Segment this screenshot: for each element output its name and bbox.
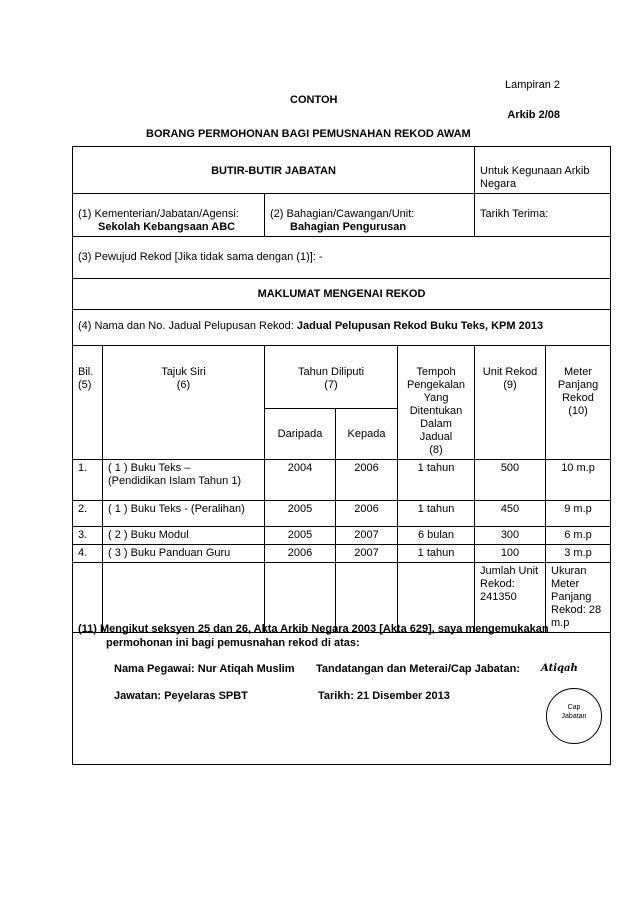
kementerian-value: Sekolah Kebangsaan ABC [98,221,236,233]
col-bil-label: Bil. [78,366,94,378]
table-row [73,460,611,501]
col-meter-label: Meter Panjang Rekod [557,366,599,404]
row-bil: 4. [73,545,103,563]
tarikh: Tarikh: 21 Disember 2013 [318,690,450,702]
row-unit: 500 [475,460,546,501]
jadual-pelupusan [73,310,611,346]
row-unit: 100 [475,545,546,563]
row-daripada: 2005 [265,501,336,527]
col-tahun-label: Tahun Diliputi [297,366,365,378]
declaration-line1: (11) Mengikut seksyen 25 dan 26, Akta Arkib Negara 2003 [Akta 629], saya mengemukakan [78,623,549,635]
row-daripada: 2005 [265,527,336,545]
col-tahun [265,346,398,409]
row-unit: 300 [475,527,546,545]
row-tempoh: 6 bulan [398,527,475,545]
signature: Atiqah [541,663,578,674]
row-bil: 2. [73,501,103,527]
col-meter-no: (10) [568,405,588,417]
row-tajuk-line1: ( 1 ) Buku Teks – [108,462,191,474]
kementerian-cell [73,194,265,237]
row-unit: 450 [475,501,546,527]
col-tajuk-no: (6) [176,379,191,391]
totals-empty-tempoh [398,563,475,633]
row-kepada: 2007 [336,527,398,545]
nama-pegawai: Nama Pegawai: Nur Atiqah Muslim [114,663,295,675]
col-unit-no: (9) [503,379,517,391]
col-meter [546,346,611,460]
bahagian-value: Bahagian Pengurusan [290,221,407,233]
bahagian-cell [265,194,475,237]
row-daripada: 2006 [265,545,336,563]
cap-jabatan-seal [546,688,602,744]
contoh-label: CONTOH [290,94,338,106]
col-tajuk-label: Tajuk Siri [161,366,206,378]
row-meter: 9 m.p [546,501,611,527]
declaration-line2: permohonan ini bagi pemusnahan rekod di atas: [106,637,360,649]
row-kepada: 2007 [336,545,398,563]
row-daripada: 2004 [265,460,336,501]
lampiran-label: Lampiran 2 [504,79,560,91]
col-daripada: Daripada [265,409,336,460]
table-row [73,501,611,527]
totals-empty-daripada [265,563,336,633]
col-tempoh-no: (8) [429,444,443,456]
jadual-label: (4) Nama dan No. Jadual Pelupusan Rekod: [78,320,294,332]
row-tajuk: ( 1 ) Buku Teks - (Peralihan) [103,501,265,527]
row-kepada: 2006 [336,501,398,527]
col-tajuk [103,346,265,460]
row-meter: 10 m.p [546,460,611,501]
totals-empty-tajuk [103,563,265,633]
jawatan: Jawatan: Peyelaras SPBT [114,690,248,702]
form-title: BORANG PERMOHONAN BAGI PEMUSNAHAN REKOD AWAM [146,128,471,140]
col-tempoh-label: Tempoh Pengekalan Yang Ditentukan Dalam Jadual [406,366,466,443]
col-tempoh [398,346,475,460]
kegunaan-arkib: Untuk Kegunaan Arkib Negara [475,147,611,194]
totals-empty-bil [73,563,103,633]
col-unit-label: Unit Rekod [482,366,538,378]
jadual-value: Jadual Pelupusan Rekod Buku Teks, KPM 2013 [296,320,544,332]
tarikh-terima: Tarikh Terima: [475,194,611,237]
col-unit [475,346,546,460]
ukuran-meter-panjang: Ukuran Meter Panjang Rekod: 28 m.p [546,563,611,633]
row-tajuk: ( 3 ) Buku Panduan Guru [103,545,265,563]
row-tajuk [103,460,265,501]
row-kepada: 2006 [336,460,398,501]
butir-heading: BUTIR-BUTIR JABATAN [73,147,475,194]
totals-empty-kepada [336,563,398,633]
bahagian-label: (2) Bahagian/Cawangan/Unit: [270,208,415,220]
col-tahun-no: (7) [324,379,338,391]
row-bil: 3. [73,527,103,545]
arkib-label: Arkib 2/08 [507,109,560,121]
row-tempoh: 1 tahun [398,545,475,563]
col-bil-no: (5) [78,379,92,391]
cap-jabatan-text: Cap Jabatan [561,704,587,720]
row-tempoh: 1 tahun [398,501,475,527]
col-bil [73,346,103,460]
col-kepada: Kepada [336,409,398,460]
row-tempoh: 1 tahun [398,460,475,501]
tandatangan-label: Tandatangan dan Meterai/Cap Jabatan: [316,663,520,675]
kementerian-label: (1) Kementerian/Jabatan/Agensi: [78,208,239,220]
totals-row [73,563,611,633]
row-bil: 1. [73,460,103,501]
row-meter: 3 m.p [546,545,611,563]
table-row [73,545,611,563]
maklumat-heading: MAKLUMAT MENGENAI REKOD [73,279,611,310]
row-tajuk-line2: (Pendidikan Islam Tahun 1) [108,475,242,487]
row-meter: 6 m.p [546,527,611,545]
jumlah-unit-rekod: Jumlah Unit Rekod: 241350 [475,563,546,633]
row-tajuk: ( 2 ) Buku Modul [103,527,265,545]
table-row [73,527,611,545]
pewujud-rekod: (3) Pewujud Rekod [Jika tidak sama dengan (1)]: - [73,237,611,279]
